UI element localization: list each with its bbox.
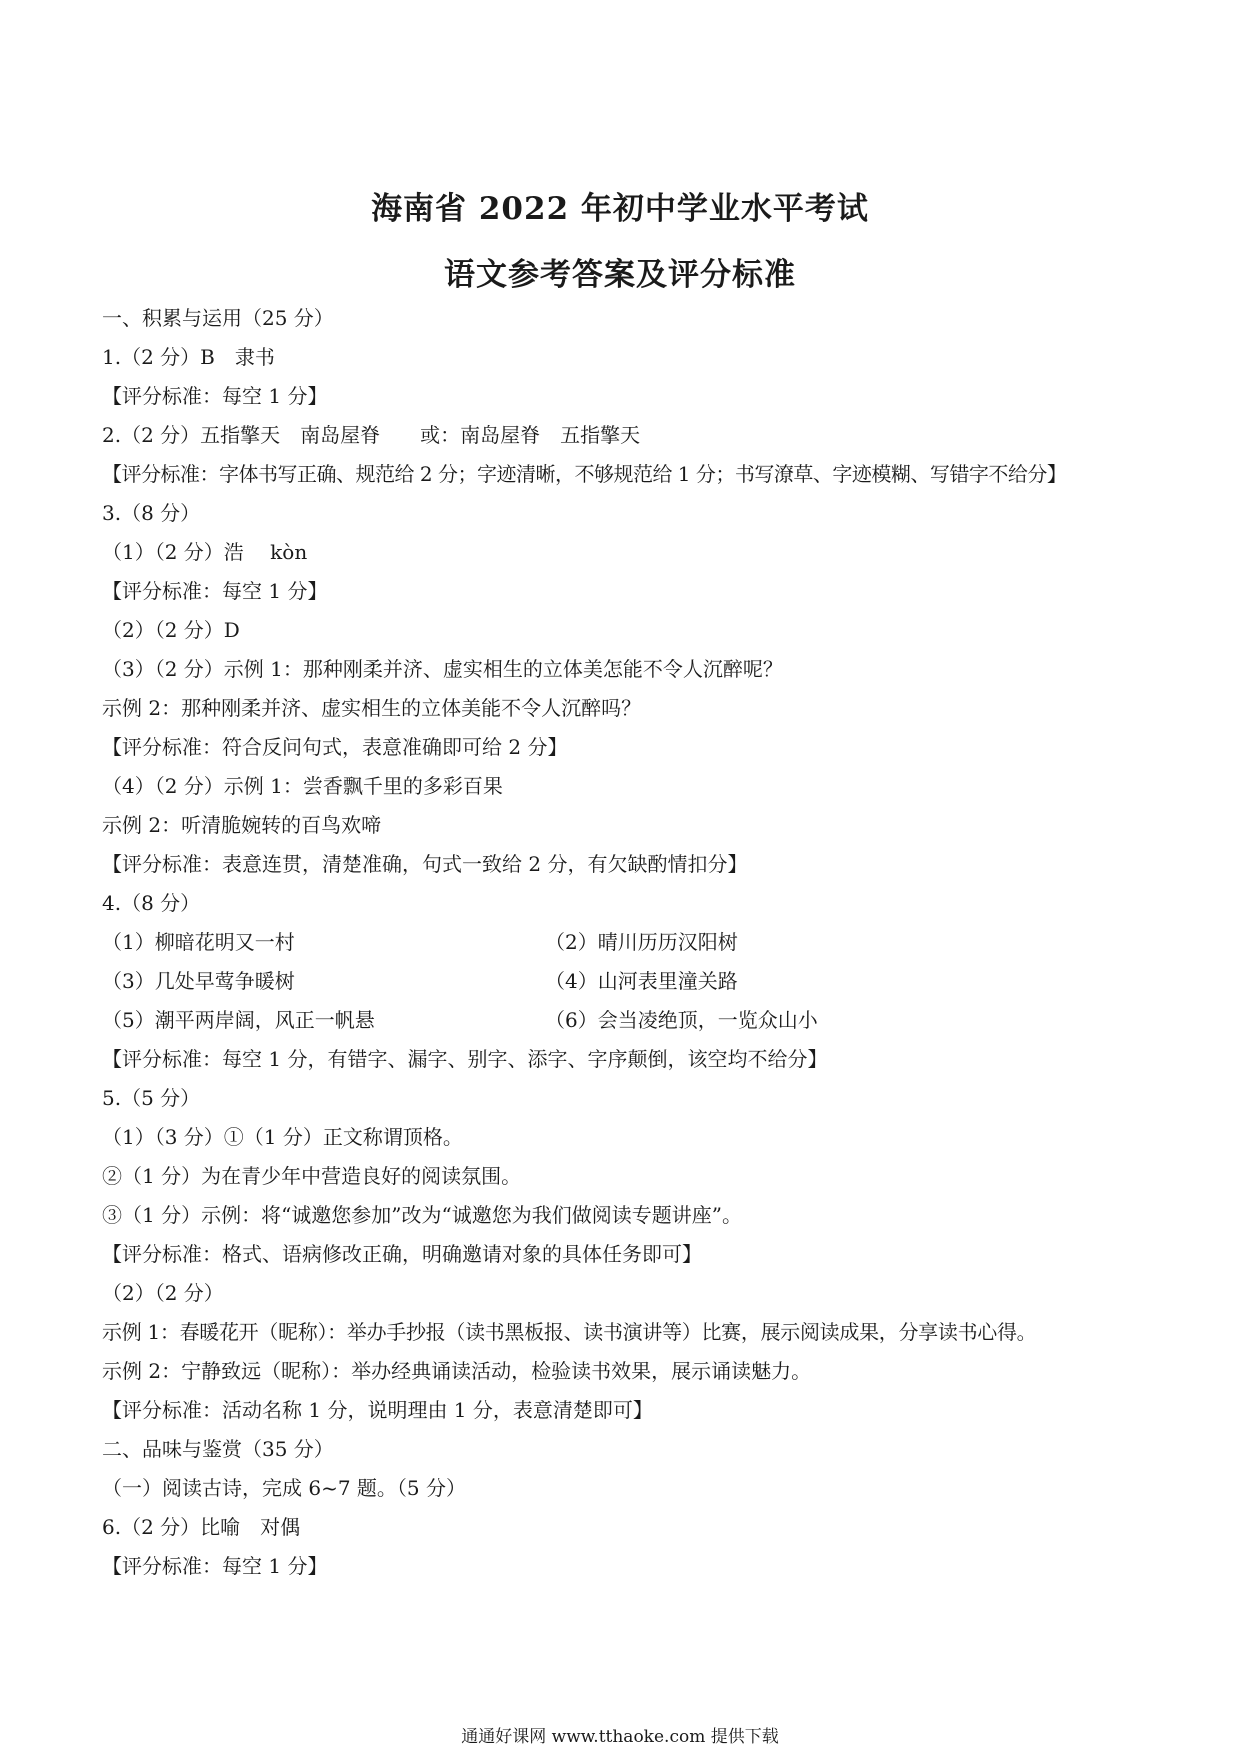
answer-line: ②（1 分）为在青少年中营造良好的阅读氛围。 [102,1164,522,1188]
q4-row [102,962,1162,1001]
answer-line: 示例 2：那种刚柔并济、虚实相生的立体美能不令人沉醉吗？ [102,696,642,720]
answer-line: （4）（2 分）示例 1：尝香飘千里的多彩百果 [102,774,503,798]
scoring-note: 【评分标准：每空 1 分】 [102,1554,328,1578]
doc-title: 海南省 2022 年初中学业水平考试 [371,191,869,227]
scoring-note: 【评分标准：表意连贯，清楚准确，句式一致给 2 分，有欠缺酌情扣分】 [102,852,748,876]
answer-line: （1）（3 分）①（1 分）正文称谓顶格。 [102,1125,463,1149]
answer-line: （2）（2 分） [102,1281,224,1305]
scoring-note: 【评分标准：活动名称 1 分，说明理由 1 分，表意清楚即可】 [102,1398,653,1422]
answer-line: （2）（2 分）D [102,618,240,642]
answer-body [102,299,1162,1586]
q4-row [102,1001,1162,1040]
q4-item: （3）几处早莺争暖树 [102,969,295,993]
section-heading: 一、积累与运用（25 分） [102,306,334,330]
scoring-note: 【评分标准：字体书写正确、规范给 2 分；字迹清晰，不够规范给 1 分；书写潦草、字迹模糊、写错字不给分】 [102,462,1067,486]
q4-row [102,923,1162,962]
answer-line: （一）阅读古诗，完成 6~7 题。（5 分） [102,1476,467,1500]
answer-line: 4.（8 分） [102,891,201,915]
q4-item: （5）潮平两岸阔，风正一帆悬 [102,1008,375,1032]
answer-line: 示例 2：宁静致远（昵称）：举办经典诵读活动，检验读书效果，展示诵读魅力。 [102,1359,812,1383]
footer-watermark: 通通好课网 www.tthaoke.com 提供下载 [461,1727,779,1747]
q4-item: （1）柳暗花明又一村 [102,930,295,954]
answer-line: 3.（8 分） [102,501,201,525]
doc-subtitle: 语文参考答案及评分标准 [444,257,796,293]
answer-line: 示例 2：听清脆婉转的百鸟欢啼 [102,813,382,837]
scoring-note: 【评分标准：每空 1 分，有错字、漏字、别字、添字、字序颠倒，该空均不给分】 [102,1047,828,1071]
answer-line: 6.（2 分）比喻 对偶 [102,1515,301,1539]
scoring-note: 【评分标准：符合反问句式，表意准确即可给 2 分】 [102,735,568,759]
answer-line: （1）（2 分）浩 kòn [102,540,308,564]
q4-item: （2）晴川历历汉阳树 [545,930,738,954]
answer-line: 2.（2 分）五指擎天 南岛屋脊 或：南岛屋脊 五指擎天 [102,423,641,447]
answer-line: 5.（5 分） [102,1086,201,1110]
scoring-note: 【评分标准：格式、语病修改正确，明确邀请对象的具体任务即可】 [102,1242,702,1266]
q4-item: （6）会当凌绝顶，一览众山小 [545,1008,818,1032]
answer-line: ③（1 分）示例：将“诚邀您参加”改为“诚邀您为我们做阅读专题讲座”。 [102,1203,742,1227]
answer-line: （3）（2 分）示例 1：那种刚柔并济、虚实相生的立体美怎能不令人沉醉呢？ [102,657,783,681]
scoring-note: 【评分标准：每空 1 分】 [102,579,328,603]
answer-line: 1.（2 分）B 隶书 [102,345,275,369]
answer-line: 示例 1：春暖花开（昵称）：举办手抄报（读书黑板报、读书演讲等）比赛，展示阅读成果，分享读书心得。 [102,1320,1037,1344]
section-heading: 二、品味与鉴赏（35 分） [102,1437,334,1461]
q4-item: （4）山河表里潼关路 [545,969,738,993]
scoring-note: 【评分标准：每空 1 分】 [102,384,328,408]
